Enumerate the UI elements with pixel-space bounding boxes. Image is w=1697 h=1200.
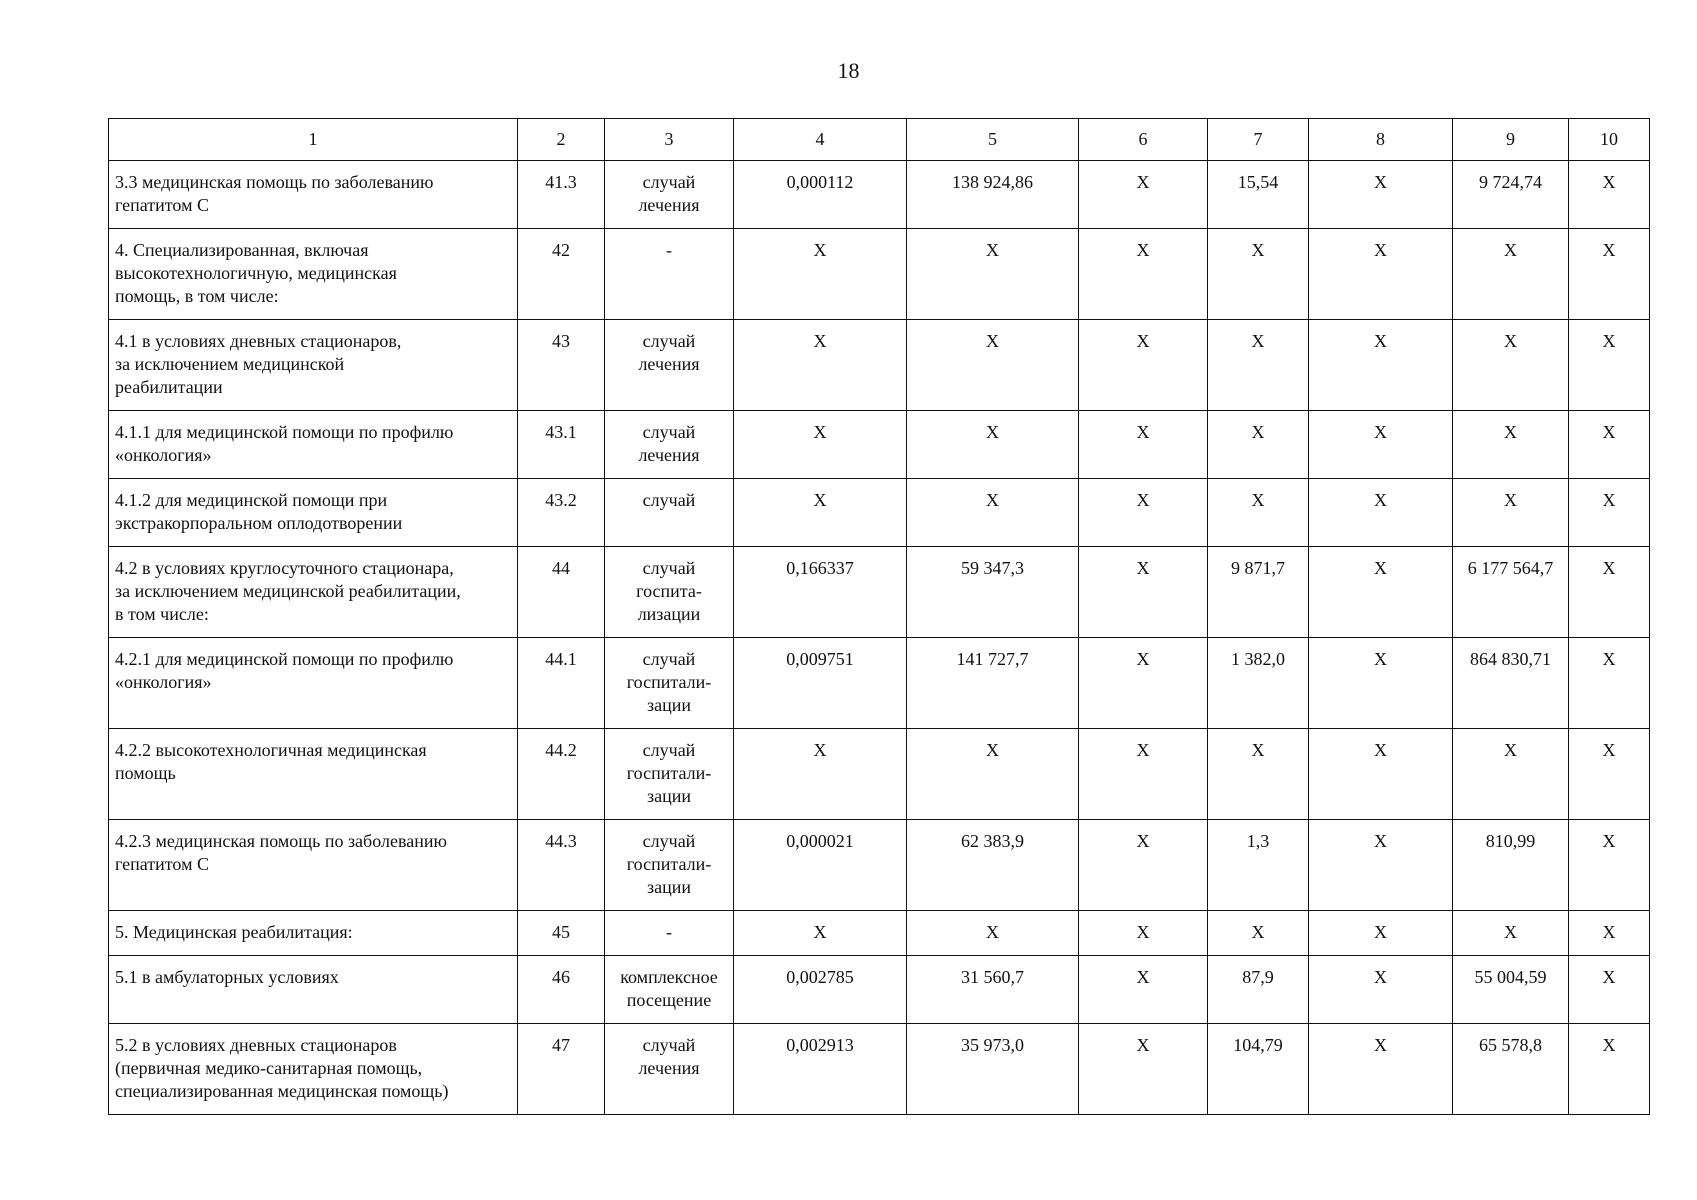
- row-unit-cell: [605, 820, 734, 911]
- value-cell: [1569, 820, 1650, 911]
- row-code-cell: [518, 820, 605, 911]
- cell-text: 59 347,3: [961, 558, 1024, 578]
- cell-text: Х: [1136, 172, 1150, 192]
- cell-text: 44.3: [545, 831, 577, 851]
- cell-text: 46: [552, 967, 570, 987]
- cell-text: 44.2: [545, 740, 577, 760]
- value-cell: [734, 411, 907, 479]
- cell-text: Х: [1602, 967, 1616, 987]
- cell-text: Х: [1251, 490, 1265, 510]
- cell-text: 43.2: [545, 490, 577, 510]
- value-cell: [1309, 411, 1453, 479]
- cell-text: Х: [1136, 331, 1150, 351]
- cell-text: 4.1 в условиях дневных стационаров, за исключением медицинской реабилитации: [115, 331, 402, 397]
- row-unit-cell: [605, 911, 734, 956]
- cell-text: Х: [986, 240, 999, 260]
- row-unit-cell: [605, 479, 734, 547]
- row-code-cell: [518, 547, 605, 638]
- cell-text: случай госпитали- зации: [626, 740, 712, 806]
- cell-text: Х: [1504, 422, 1517, 442]
- cell-text: Х: [1504, 922, 1517, 942]
- cell-text: 0,000112: [786, 172, 854, 192]
- value-cell: [1079, 547, 1208, 638]
- cell-text: Х: [1602, 558, 1616, 578]
- header-cell: 3: [605, 119, 734, 161]
- value-cell: [734, 547, 907, 638]
- table-row: [109, 956, 1650, 1024]
- row-code-cell: [518, 638, 605, 729]
- value-cell: [1453, 479, 1569, 547]
- row-name-cell: [109, 956, 518, 1024]
- cell-text: 43.1: [545, 422, 577, 442]
- cell-text: Х: [986, 922, 999, 942]
- table-row: [109, 411, 1650, 479]
- cell-text: 4.2.1 для медицинской помощи по профилю «онкология»: [115, 649, 454, 692]
- cell-text: 87,9: [1242, 967, 1274, 987]
- row-unit-cell: [605, 320, 734, 411]
- cell-text: 810,99: [1485, 831, 1536, 851]
- cell-text: Х: [1251, 740, 1265, 760]
- cell-text: случай: [642, 490, 696, 510]
- value-cell: [1208, 911, 1309, 956]
- value-cell: [1309, 729, 1453, 820]
- row-name-cell: [109, 820, 518, 911]
- value-cell: [1079, 956, 1208, 1024]
- value-cell: [1453, 411, 1569, 479]
- value-cell: [907, 911, 1079, 956]
- cell-text: 1 382,0: [1231, 649, 1285, 669]
- cell-text: 47: [552, 1035, 570, 1055]
- cell-text: случай госпитали- зации: [626, 649, 712, 715]
- value-cell: [734, 820, 907, 911]
- cell-text: 35 973,0: [961, 1035, 1024, 1055]
- value-cell: [1309, 1024, 1453, 1115]
- value-cell: [1569, 320, 1650, 411]
- value-cell: [907, 479, 1079, 547]
- row-code-cell: [518, 729, 605, 820]
- value-cell: [1569, 911, 1650, 956]
- value-cell: [1309, 911, 1453, 956]
- cell-text: 65 578,8: [1479, 1035, 1542, 1055]
- cell-text: Х: [1602, 740, 1616, 760]
- value-cell: [907, 229, 1079, 320]
- cell-text: Х: [1602, 831, 1616, 851]
- cell-text: Х: [813, 740, 827, 760]
- value-cell: [1208, 411, 1309, 479]
- table-row: [109, 229, 1650, 320]
- value-cell: [734, 956, 907, 1024]
- header-cell: 8: [1309, 119, 1453, 161]
- cell-text: случай госпитали- зации: [626, 831, 712, 897]
- cell-text: 5.2 в условиях дневных стационаров (первичная медико-санитарная помощь, специализированная медицинская помощь): [115, 1035, 449, 1101]
- value-cell: [1569, 229, 1650, 320]
- cell-text: случай госпита- лизации: [636, 558, 702, 624]
- cell-text: 0,002913: [786, 1035, 854, 1055]
- cell-text: Х: [1251, 422, 1265, 442]
- table-row: [109, 820, 1650, 911]
- value-cell: [1569, 638, 1650, 729]
- value-cell: [1569, 956, 1650, 1024]
- cell-text: Х: [1374, 240, 1387, 260]
- table-row: [109, 161, 1650, 229]
- value-cell: [1079, 820, 1208, 911]
- cell-text: -: [666, 922, 672, 942]
- value-cell: [1453, 638, 1569, 729]
- cell-text: Х: [1136, 1035, 1150, 1055]
- cell-text: 864 830,71: [1470, 649, 1551, 669]
- row-name-cell: [109, 320, 518, 411]
- row-code-cell: [518, 411, 605, 479]
- cell-text: Х: [1136, 422, 1150, 442]
- value-cell: [1453, 547, 1569, 638]
- value-cell: [1079, 320, 1208, 411]
- cell-text: 4.2 в условиях круглосуточного стационара, за исключением медицинской реабилитации, в том числе:: [115, 558, 461, 624]
- cell-text: 4.2.3 медицинская помощь по заболеванию гепатитом С: [115, 831, 447, 874]
- value-cell: [734, 729, 907, 820]
- cell-text: 4.2.2 высокотехнологичная медицинская помощь: [115, 740, 427, 783]
- row-name-cell: [109, 547, 518, 638]
- value-cell: [734, 638, 907, 729]
- cell-text: Х: [1136, 240, 1150, 260]
- cell-text: Х: [1602, 922, 1616, 942]
- cell-text: Х: [1136, 649, 1150, 669]
- row-unit-cell: [605, 229, 734, 320]
- data-table: [108, 118, 1650, 1115]
- cell-text: Х: [813, 240, 827, 260]
- cell-text: Х: [813, 490, 827, 510]
- value-cell: [1309, 320, 1453, 411]
- value-cell: [907, 820, 1079, 911]
- value-cell: [1208, 229, 1309, 320]
- row-unit-cell: [605, 411, 734, 479]
- cell-text: Х: [1251, 331, 1265, 351]
- value-cell: [1453, 729, 1569, 820]
- row-code-cell: [518, 229, 605, 320]
- value-cell: [1453, 229, 1569, 320]
- row-name-cell: [109, 638, 518, 729]
- value-cell: [1208, 729, 1309, 820]
- row-name-cell: [109, 1024, 518, 1115]
- table-row: [109, 1024, 1650, 1115]
- table-row: [109, 479, 1650, 547]
- value-cell: [907, 161, 1079, 229]
- value-cell: [1569, 411, 1650, 479]
- value-cell: [1208, 956, 1309, 1024]
- value-cell: [1453, 820, 1569, 911]
- value-cell: [734, 320, 907, 411]
- cell-text: случай лечения: [638, 172, 700, 215]
- value-cell: [907, 411, 1079, 479]
- cell-text: 31 560,7: [961, 967, 1024, 987]
- cell-text: Х: [986, 490, 999, 510]
- cell-text: Х: [1504, 490, 1517, 510]
- value-cell: [907, 956, 1079, 1024]
- cell-text: Х: [1374, 649, 1387, 669]
- cell-text: 138 924,86: [952, 172, 1033, 192]
- value-cell: [907, 729, 1079, 820]
- cell-text: 43: [552, 331, 570, 351]
- value-cell: [1569, 547, 1650, 638]
- cell-text: 5.1 в амбулаторных условиях: [115, 967, 339, 987]
- cell-text: 15,54: [1237, 172, 1279, 192]
- value-cell: [1569, 161, 1650, 229]
- cell-text: Х: [1136, 740, 1150, 760]
- cell-text: 0,166337: [786, 558, 854, 578]
- table-row: [109, 547, 1650, 638]
- header-cell: 5: [907, 119, 1079, 161]
- value-cell: [907, 638, 1079, 729]
- cell-text: Х: [1374, 331, 1387, 351]
- cell-text: комплексное посещение: [620, 967, 718, 1010]
- cell-text: 44.1: [545, 649, 577, 669]
- cell-text: Х: [1374, 558, 1387, 578]
- value-cell: [907, 1024, 1079, 1115]
- cell-text: Х: [1602, 172, 1616, 192]
- value-cell: [1208, 161, 1309, 229]
- value-cell: [907, 320, 1079, 411]
- cell-text: Х: [1374, 967, 1387, 987]
- value-cell: [734, 161, 907, 229]
- table-row: [109, 911, 1650, 956]
- cell-text: 141 727,7: [956, 649, 1029, 669]
- cell-text: Х: [1374, 922, 1387, 942]
- value-cell: [1569, 1024, 1650, 1115]
- table-row: [109, 638, 1650, 729]
- cell-text: Х: [813, 331, 827, 351]
- row-name-cell: [109, 161, 518, 229]
- cell-text: 104,79: [1233, 1035, 1283, 1055]
- cell-text: 62 383,9: [961, 831, 1024, 851]
- table-row: [109, 320, 1650, 411]
- row-name-cell: [109, 911, 518, 956]
- table-header-row: [109, 119, 1650, 161]
- value-cell: [1309, 956, 1453, 1024]
- cell-text: Х: [986, 331, 999, 351]
- value-cell: [1079, 479, 1208, 547]
- cell-text: случай лечения: [638, 331, 700, 374]
- cell-text: 9 724,74: [1479, 172, 1542, 192]
- value-cell: [1309, 229, 1453, 320]
- value-cell: [1453, 911, 1569, 956]
- value-cell: [734, 479, 907, 547]
- cell-text: Х: [1136, 831, 1150, 851]
- cell-text: 45: [552, 922, 570, 942]
- row-code-cell: [518, 911, 605, 956]
- cell-text: Х: [813, 922, 827, 942]
- cell-text: Х: [1504, 331, 1517, 351]
- value-cell: [1309, 479, 1453, 547]
- value-cell: [1208, 320, 1309, 411]
- header-cell: 9: [1453, 119, 1569, 161]
- value-cell: [1569, 729, 1650, 820]
- cell-text: 5. Медицинская реабилитация:: [115, 922, 353, 942]
- value-cell: [1453, 320, 1569, 411]
- cell-text: Х: [1251, 922, 1265, 942]
- table-row: [109, 729, 1650, 820]
- value-cell: [1208, 547, 1309, 638]
- cell-text: 0,000021: [786, 831, 854, 851]
- cell-text: Х: [1602, 422, 1616, 442]
- value-cell: [1208, 1024, 1309, 1115]
- value-cell: [1453, 1024, 1569, 1115]
- row-name-cell: [109, 229, 518, 320]
- value-cell: [1079, 911, 1208, 956]
- value-cell: [734, 1024, 907, 1115]
- row-code-cell: [518, 1024, 605, 1115]
- cell-text: 4.1.1 для медицинской помощи по профилю «онкология»: [115, 422, 454, 465]
- value-cell: [734, 229, 907, 320]
- cell-text: случай лечения: [638, 422, 700, 465]
- value-cell: [1079, 161, 1208, 229]
- value-cell: [1309, 638, 1453, 729]
- header-cell: 4: [734, 119, 907, 161]
- value-cell: [1309, 820, 1453, 911]
- cell-text: 0,009751: [786, 649, 854, 669]
- cell-text: 44: [552, 558, 570, 578]
- row-code-cell: [518, 956, 605, 1024]
- cell-text: Х: [813, 422, 827, 442]
- cell-text: Х: [1602, 331, 1616, 351]
- cell-text: Х: [1374, 1035, 1387, 1055]
- cell-text: 6 177 564,7: [1467, 558, 1554, 578]
- value-cell: [907, 547, 1079, 638]
- cell-text: Х: [1504, 240, 1517, 260]
- value-cell: [1208, 479, 1309, 547]
- cell-text: -: [666, 240, 672, 260]
- value-cell: [1453, 161, 1569, 229]
- value-cell: [1453, 956, 1569, 1024]
- row-code-cell: [518, 161, 605, 229]
- cell-text: Х: [1136, 558, 1150, 578]
- cell-text: 55 004,59: [1474, 967, 1547, 987]
- value-cell: [1309, 161, 1453, 229]
- value-cell: [1079, 411, 1208, 479]
- value-cell: [1569, 479, 1650, 547]
- cell-text: Х: [1374, 740, 1387, 760]
- value-cell: [1079, 638, 1208, 729]
- cell-text: 1,3: [1246, 831, 1270, 851]
- cell-text: Х: [986, 740, 999, 760]
- value-cell: [1208, 638, 1309, 729]
- value-cell: [1079, 729, 1208, 820]
- cell-text: Х: [1136, 922, 1150, 942]
- cell-text: Х: [1374, 490, 1387, 510]
- cell-text: случай лечения: [638, 1035, 700, 1078]
- row-code-cell: [518, 479, 605, 547]
- cell-text: 9 871,7: [1231, 558, 1285, 578]
- cell-text: Х: [1251, 240, 1265, 260]
- value-cell: [734, 911, 907, 956]
- row-unit-cell: [605, 956, 734, 1024]
- cell-text: Х: [1136, 490, 1150, 510]
- row-unit-cell: [605, 161, 734, 229]
- cell-text: Х: [1602, 490, 1616, 510]
- cell-text: Х: [1374, 422, 1387, 442]
- cell-text: Х: [1602, 1035, 1616, 1055]
- value-cell: [1208, 820, 1309, 911]
- cell-text: 41.3: [545, 172, 577, 192]
- cell-text: Х: [1602, 240, 1616, 260]
- row-unit-cell: [605, 638, 734, 729]
- cell-text: Х: [1504, 740, 1517, 760]
- cell-text: Х: [986, 422, 999, 442]
- cell-text: 3.3 медицинская помощь по заболеванию гепатитом С: [115, 172, 434, 215]
- cell-text: 0,002785: [786, 967, 854, 987]
- cell-text: Х: [1374, 172, 1387, 192]
- row-unit-cell: [605, 729, 734, 820]
- row-unit-cell: [605, 547, 734, 638]
- header-cell: 1: [109, 119, 518, 161]
- header-cell: 7: [1208, 119, 1309, 161]
- cell-text: Х: [1374, 831, 1387, 851]
- header-cell: 2: [518, 119, 605, 161]
- row-name-cell: [109, 479, 518, 547]
- row-code-cell: [518, 320, 605, 411]
- header-cell: 10: [1569, 119, 1650, 161]
- row-name-cell: [109, 411, 518, 479]
- cell-text: Х: [1602, 649, 1616, 669]
- header-cell: 6: [1079, 119, 1208, 161]
- page-number: 18: [837, 58, 860, 83]
- row-name-cell: [109, 729, 518, 820]
- row-unit-cell: [605, 1024, 734, 1115]
- value-cell: [1309, 547, 1453, 638]
- cell-text: 42: [552, 240, 570, 260]
- value-cell: [1079, 229, 1208, 320]
- cell-text: Х: [1136, 967, 1150, 987]
- cell-text: 4.1.2 для медицинской помощи при экстракорпоральном оплодотворении: [115, 490, 403, 533]
- cell-text: 4. Специализированная, включая высокотехнологичную, медицинская помощь, в том числе:: [115, 240, 397, 306]
- value-cell: [1079, 1024, 1208, 1115]
